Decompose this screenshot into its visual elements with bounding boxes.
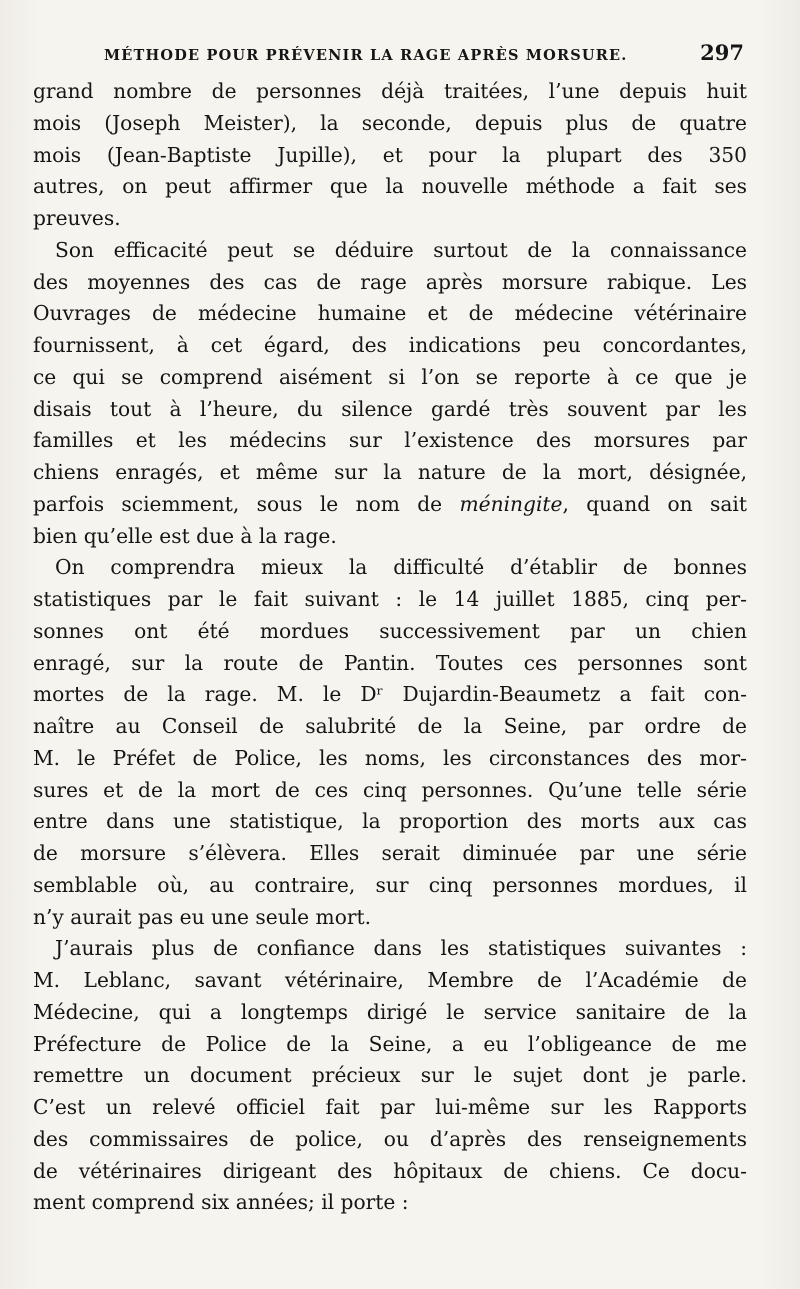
text-line: familles et les médecins sur l’existence des morsures par (33, 428, 747, 453)
text-line: sonnes ont été mordues successivement par un chien (33, 618, 747, 643)
text-line: autres, on peut affirmer que la nouvelle méthode a fait ses (33, 174, 747, 199)
text-line: C’est un relevé officiel fait par lui-même sur les Rapports (33, 1095, 747, 1119)
running-head-title: MÉTHODE POUR PRÉVENIR LA RAGE APRÈS MORSURE. (104, 47, 628, 64)
text-line: grand nombre de personnes déjà traitées, l’une depuis huit (33, 79, 747, 103)
text-line: sures et de la mort de ces cinq personnes. Qu’une telle série (33, 777, 747, 802)
text-line: chiens enragés, et même sur la nature de la mort, désignée, (33, 460, 747, 484)
text-line: J’aurais plus de confiance dans les statistiques suivantes : (55, 936, 747, 961)
text-line: ce qui se comprend aisément si l’on se reporte à ce que je (33, 364, 747, 389)
text-line: naître au Conseil de salubrité de la Seine, par ordre de (33, 714, 747, 738)
text-line: mois (Joseph Meister), la seconde, depuis plus de quatre (33, 110, 747, 135)
text-line: des commissaires de police, ou d’après des renseignements (33, 1126, 747, 1151)
text-line: ment comprend six années; il porte : (33, 1190, 409, 1215)
text-line: enragé, sur la route de Pantin. Toutes ces personnes sont (33, 650, 747, 675)
text-line: On comprendra mieux la difficulté d’établir de bonnes (55, 555, 747, 580)
text-line: disais tout à l’heure, du silence gardé très souvent par les (33, 396, 747, 421)
text-line: remettre un document précieux sur le sujet dont je parle. (33, 1063, 747, 1088)
running-header (104, 40, 744, 68)
text-line: de morsure s’élèvera. Elles serait diminuée par une série (33, 841, 747, 865)
text-line: mortes de la rage. M. le Dʳ Dujardin-Beaumetz a fait con- (33, 682, 747, 707)
text-line: Ouvrages de médecine humaine et de médecine vétérinaire (33, 301, 747, 326)
text-line: semblable où, au contraire, sur cinq personnes mordues, il (33, 872, 747, 897)
text-line-with-italic (33, 489, 747, 521)
text-line: Médecine, qui a longtemps dirigé le service sanitaire de la (33, 999, 747, 1024)
text-line: de vétérinaires dirigeant des hôpitaux de chiens. Ce docu- (33, 1158, 747, 1183)
text-line: entre dans une statistique, la proportion des morts aux cas (33, 809, 747, 834)
text-line: M. Leblanc, savant vétérinaire, Membre de l’Académie de (33, 968, 747, 992)
text-line: bien qu’elle est due à la rage. (33, 523, 337, 548)
text-line: n’y aurait pas eu une seule mort. (33, 904, 372, 929)
text-segment: , quand on sait (562, 491, 747, 516)
text-line: M. le Préfet de Police, les noms, les circonstances des mor- (33, 745, 747, 770)
text-segment: parfois sciemment, sous le nom de (33, 491, 443, 516)
italic-term: méningite (459, 491, 563, 516)
text-line: fournissent, à cet égard, des indications peu concordantes, (33, 333, 747, 357)
text-line: des moyennes des cas de rage après morsure rabique. Les (33, 269, 747, 294)
text-line: Son efficacité peut se déduire surtout de la connaissance (55, 237, 747, 262)
text-line: preuves. (33, 206, 121, 230)
text-line: statistiques par le fait suivant : le 14 juillet 1885, cinq per- (33, 587, 747, 611)
text-line: Préfecture de Police de la Seine, a eu l’obligeance de me (33, 1031, 747, 1056)
text-line: mois (Jean-Baptiste Jupille), et pour la plupart des 350 (33, 142, 747, 167)
page-number: 297 (700, 40, 744, 65)
body-text (33, 76, 747, 1219)
